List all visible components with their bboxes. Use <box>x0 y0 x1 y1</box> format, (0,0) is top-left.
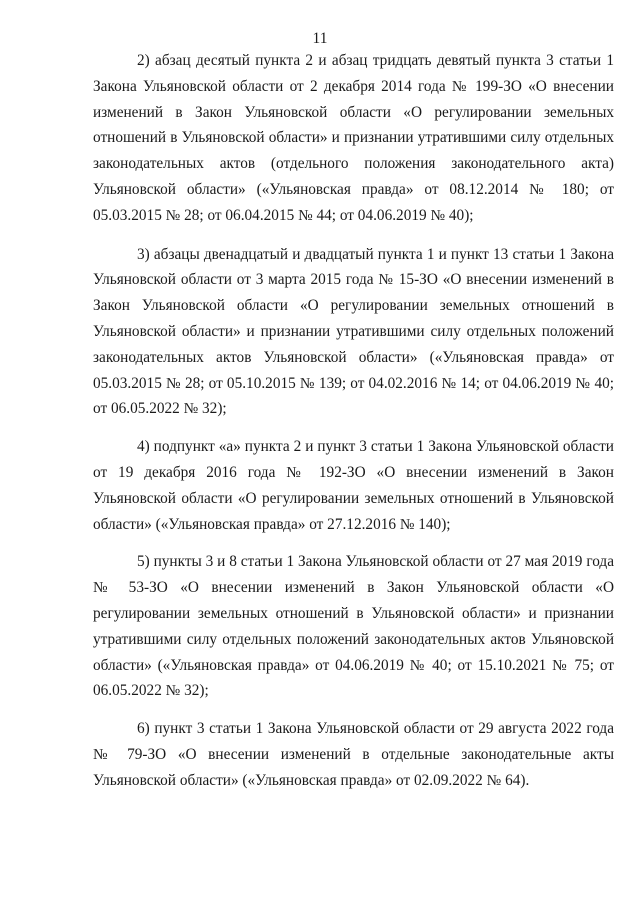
list-item-3: 3) абзацы двенадцатый и двадцатый пункта 1 и пункт 13 статьи 1 Закона Ульяновской области от 3 марта 2015 года № 15-ЗО «О внесении изменений в Закон Ульяновской области «О регулировании земельных отношений в Ульяновской области» и признании утратившими силу отдельных положений законодательных актов Ульяновской области» («Ульяновская правда» от 05.03.2015 № 28; от 05.10.2015 № 139; от 04.02.2016 № 14; от 04.06.2019 № 40; от 06.05.2022 № 32); <box>93 245 614 418</box>
list-item-5: 5) пункты 3 и 8 статьи 1 Закона Ульяновской области от 27 мая 2019 года № 53-ЗО «О внесении изменений в Закон Ульяновской области «О регулировании земельных отношений в Ульяновской области» и признании утратившими силу отдельных положений законодательных актов Ульяновской области» («Ульяновская правда» от 04.06.2019 № 40; от 15.10.2021 № 75; от 06.05.2022 № 32); <box>93 553 614 700</box>
page-number: 11 <box>312 30 328 47</box>
list-item-4: 4) подпункт «а» пункта 2 и пункт 3 статьи 1 Закона Ульяновской области от 19 декабря 2016 года № 192-ЗО «О внесении изменений в Закон Ульяновской области «О регулировании земельных отношений в Ульяновской области» («Ульяновская правда» от 27.12.2016 № 140); <box>93 438 614 533</box>
list-item-6: 6) пункт 3 статьи 1 Закона Ульяновской области от 29 августа 2022 года № 79-ЗО «О внесении изменений в отдельные законодательные акты Ульяновской области» («Ульяновская правда» от 02.09.2022 № 64). <box>93 720 614 789</box>
list-item-2: 2) абзац десятый пункта 2 и абзац тридцать девятый пункта 3 статьи 1 Закона Ульяновской области от 2 декабря 2014 года № 199-ЗО «О внесении изменений в Закон Ульяновской области «О регулировании земельных отношений в Ульяновской области» и признании утратившими силу отдельных законодательных актов (отдельного положения законодательного акта) Ульяновской области» («Ульяновская правда» от 08.12.2014 № 180; от 05.03.2015 № 28; от 06.04.2015 № 44; от 04.06.2019 № 40); <box>93 52 614 224</box>
document-body <box>93 48 614 794</box>
